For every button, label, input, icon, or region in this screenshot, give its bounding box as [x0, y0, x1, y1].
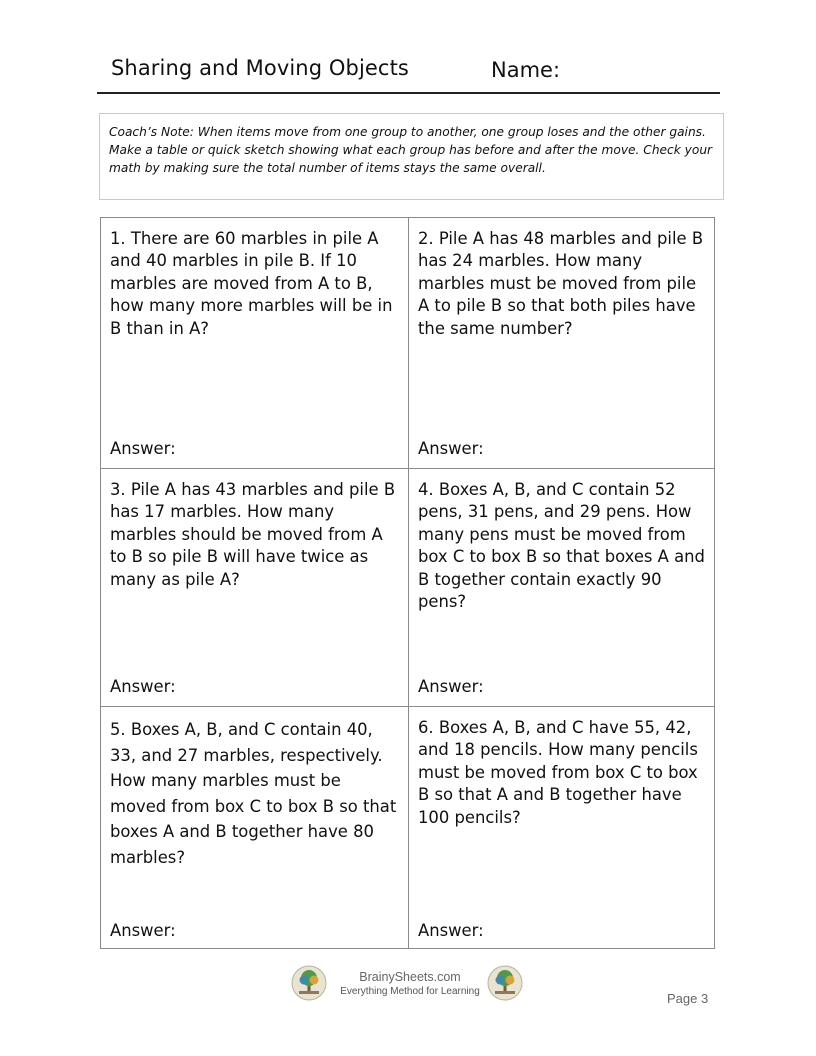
answer-label: Answer: — [110, 676, 176, 696]
problem-cell-3 — [101, 469, 408, 706]
coach-note: Coach’s Note: When items move from one group to another, one group loses and the other gains. Make a table or quick sketch showing what each group has before and after the move. Check your math by making sure the total number of items stays the same overall. — [99, 113, 724, 200]
answer-label: Answer: — [418, 438, 484, 458]
problem-text: 1. There are 60 marbles in pile A and 40 marbles in pile B. If 10 marbles are moved from A to B, how many more marbles will be in B than in A? — [110, 229, 393, 338]
problem-text: 4. Boxes A, B, and C contain 52 pens, 31 pens, and 29 pens. How many pens must be moved from box C to box B so that boxes A and B together contain exactly 90 pens? — [418, 480, 705, 612]
footer-tagline: Everything Method for Learning — [340, 986, 480, 997]
name-label: Name: — [491, 58, 561, 82]
problem-text: 3. Pile A has 43 marbles and pile B has 17 marbles. How many marbles should be moved from A to B so pile B will have twice as many as pile A? — [110, 480, 396, 589]
problem-text: 6. Boxes A, B, and C have 55, 42, and 18 pencils. How many pencils must be moved from box C to box B so that A and B together have 100 pencils? — [418, 718, 698, 827]
answer-label: Answer: — [110, 920, 176, 940]
problem-text: 5. Boxes A, B, and C contain 40, 33, and 27 marbles, respectively. How many marbles must be moved from box C to box B so that boxes A and B together have 80 marbles? — [110, 720, 397, 867]
problem-cell-6 — [409, 707, 716, 950]
header-divider — [97, 92, 720, 94]
footer-site: BrainySheets.com — [359, 970, 461, 984]
answer-label: Answer: — [418, 920, 484, 940]
page-number: Page 3 — [667, 991, 709, 1006]
problem-text: 2. Pile A has 48 marbles and pile B has 24 marbles. How many marbles must be moved from pile A to pile B so that both piles have the same number? — [418, 229, 704, 338]
worksheet-title: Sharing and Moving Objects — [111, 56, 409, 80]
brainysheets-logo-icon — [291, 965, 327, 1001]
problem-cell-5 — [101, 707, 408, 950]
answer-label: Answer: — [418, 676, 484, 696]
answer-label: Answer: — [110, 438, 176, 458]
problem-grid — [100, 217, 715, 949]
problem-cell-2 — [409, 218, 716, 468]
problem-cell-4 — [409, 469, 716, 706]
problem-cell-1 — [101, 218, 408, 468]
